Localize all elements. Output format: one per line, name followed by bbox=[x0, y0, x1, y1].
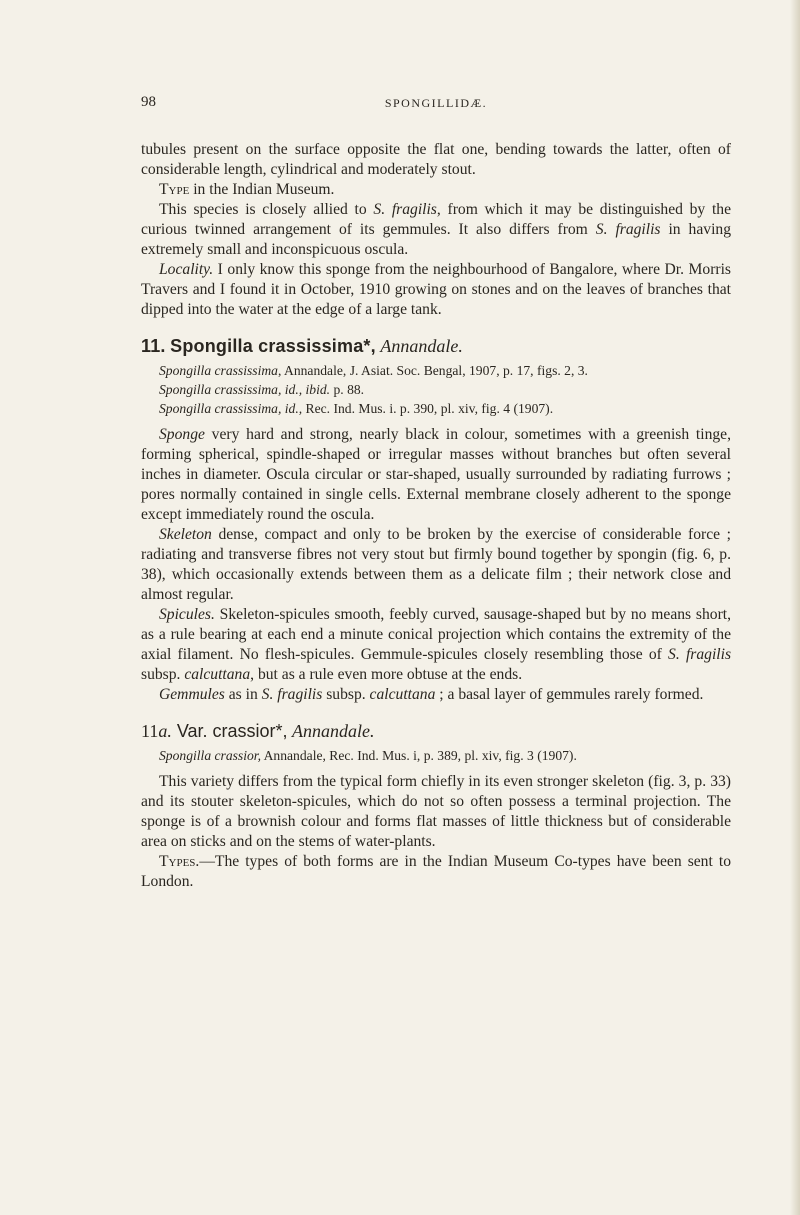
types-label: Types. bbox=[159, 853, 200, 870]
text: , but as a rule even more obtuse at the ends. bbox=[250, 666, 523, 683]
skeleton-text: dense, compact and only to be broken by the exercise of considerable force ; radiating and transverse fibres not very stout but firmly bound together by spongin (fig. 6, p. 38), which occasionally extends between them as a delicate film ; their network close and almost regular. bbox=[141, 526, 731, 603]
page-edge-shadow bbox=[790, 0, 800, 1215]
paragraph-comparison bbox=[141, 200, 731, 260]
synonym-3 bbox=[141, 400, 731, 418]
synonym-name: Spongilla crassissima, id., ibid. bbox=[159, 382, 331, 397]
synonym-ref: , Annandale, J. Asiat. Soc. Bengal, 1907, p. 17, figs. 2, 3. bbox=[277, 363, 588, 378]
type-text: in the Indian Museum. bbox=[189, 181, 335, 198]
variety-author: Annandale. bbox=[292, 721, 375, 741]
skeleton-label: Skeleton bbox=[159, 526, 212, 543]
running-title: SPONGILLIDÆ. bbox=[384, 96, 488, 110]
text: This species is closely allied to bbox=[159, 201, 374, 218]
paragraph-tubules: tubules present on the surface opposite the flat one, bending towards the latter, often of considerable length, cylindrical and moderately stout. bbox=[141, 141, 731, 178]
section-heading-11a bbox=[141, 721, 731, 741]
paragraph-locality bbox=[141, 260, 731, 320]
taxon-name: calcuttana bbox=[369, 686, 436, 703]
sponge-label: Sponge bbox=[159, 426, 205, 443]
paragraph-gemmules bbox=[141, 685, 731, 705]
type-label: Type bbox=[159, 181, 190, 198]
paragraph-types bbox=[141, 852, 731, 892]
page-body bbox=[141, 140, 731, 892]
paragraph-spicules bbox=[141, 605, 731, 685]
paragraph-sponge bbox=[141, 425, 731, 525]
synonym-name: Spongilla crassior, bbox=[159, 748, 261, 763]
synonym-ref: Rec. Ind. Mus. i. p. 390, pl. xiv, fig. 4 (1907). bbox=[302, 401, 554, 416]
taxon-name: S. fragilis bbox=[373, 201, 437, 218]
taxon-name: S. fragilis bbox=[668, 646, 732, 663]
synonym-2 bbox=[141, 381, 731, 399]
synonym-name: Spongilla crassissima bbox=[159, 363, 278, 378]
text: Skeleton-spicules smooth, feebly curved, sausage-shaped but by no means short, as a rule bearing at each end a minute conical projection which contains the extremity of the axial filament. No flesh-spicules. Gemmule-spicules closely resembling those of bbox=[141, 606, 731, 663]
locality-label: Locality. bbox=[159, 261, 214, 278]
types-text: —The types of both forms are in the Indian Museum Co-types have been sent to London. bbox=[141, 853, 731, 890]
taxon-name: calcuttana bbox=[184, 666, 251, 683]
text: as in bbox=[224, 686, 262, 703]
synonym-1 bbox=[141, 362, 731, 380]
text: , from which it may be distinguished by the curious twinned arrangement of its gemmules. It also differs from bbox=[141, 201, 731, 238]
synonym-ref: p. 88. bbox=[330, 382, 365, 397]
paragraph-variety: This variety differs from the typical form chiefly in its even stronger skeleton (fig. 3, p. 33) and its stouter skeleton-spicules, which do not so often possess a terminal projection. The sponge is of a brownish colour and forms flat masses of little thickness but of considerable area on sticks and on the stems of water-plants. bbox=[141, 773, 731, 850]
variety-name: Var. crassior*, bbox=[171, 721, 288, 741]
taxon-name: S. fragilis bbox=[261, 686, 323, 703]
section-number: 11 bbox=[141, 721, 159, 741]
locality-text: I only know this sponge from the neighbourhood of Bangalore, where Dr. Morris Travers and I found it in October, 1910 growing on stones and on the leaves of branches that dipped into the water at the edge of a large tank. bbox=[141, 261, 731, 318]
section-letter: a. bbox=[158, 721, 172, 741]
section-heading-11 bbox=[141, 336, 731, 356]
text: in having extremely small and inconspicuous oscula. bbox=[141, 221, 731, 258]
section-number: 11. bbox=[141, 336, 166, 356]
paragraph-type bbox=[141, 180, 731, 200]
gemmules-label: Gemmules bbox=[159, 686, 225, 703]
text: subsp. bbox=[322, 686, 370, 703]
synonym-name: Spongilla crassissima, id., bbox=[159, 401, 303, 416]
page-header bbox=[141, 94, 731, 116]
paragraph-skeleton bbox=[141, 525, 731, 605]
species-name: Spongilla crassissima*, bbox=[170, 336, 376, 356]
text: ; a basal layer of gemmules rarely formed. bbox=[435, 686, 704, 703]
text: subsp. bbox=[141, 666, 185, 683]
sponge-text: very hard and strong, nearly black in colour, sometimes with a greenish tinge, forming spherical, spindle-shaped or irregular masses without branches but often several inches in diameter. Oscula circular or star-shaped, usually surrounded by radiating furrows ; pores normally contained in single cells. External membrane closely adherent to the sponge except immediately round the oscula. bbox=[141, 426, 731, 523]
page-number: 98 bbox=[141, 94, 156, 110]
taxon-name: S. fragilis bbox=[595, 221, 661, 238]
species-author: Annandale. bbox=[380, 336, 463, 356]
spicules-label: Spicules. bbox=[159, 606, 215, 623]
synonym-11a bbox=[141, 747, 731, 765]
synonym-ref: Annandale, Rec. Ind. Mus. i, p. 389, pl. xiv, fig. 3 (1907). bbox=[260, 748, 577, 763]
